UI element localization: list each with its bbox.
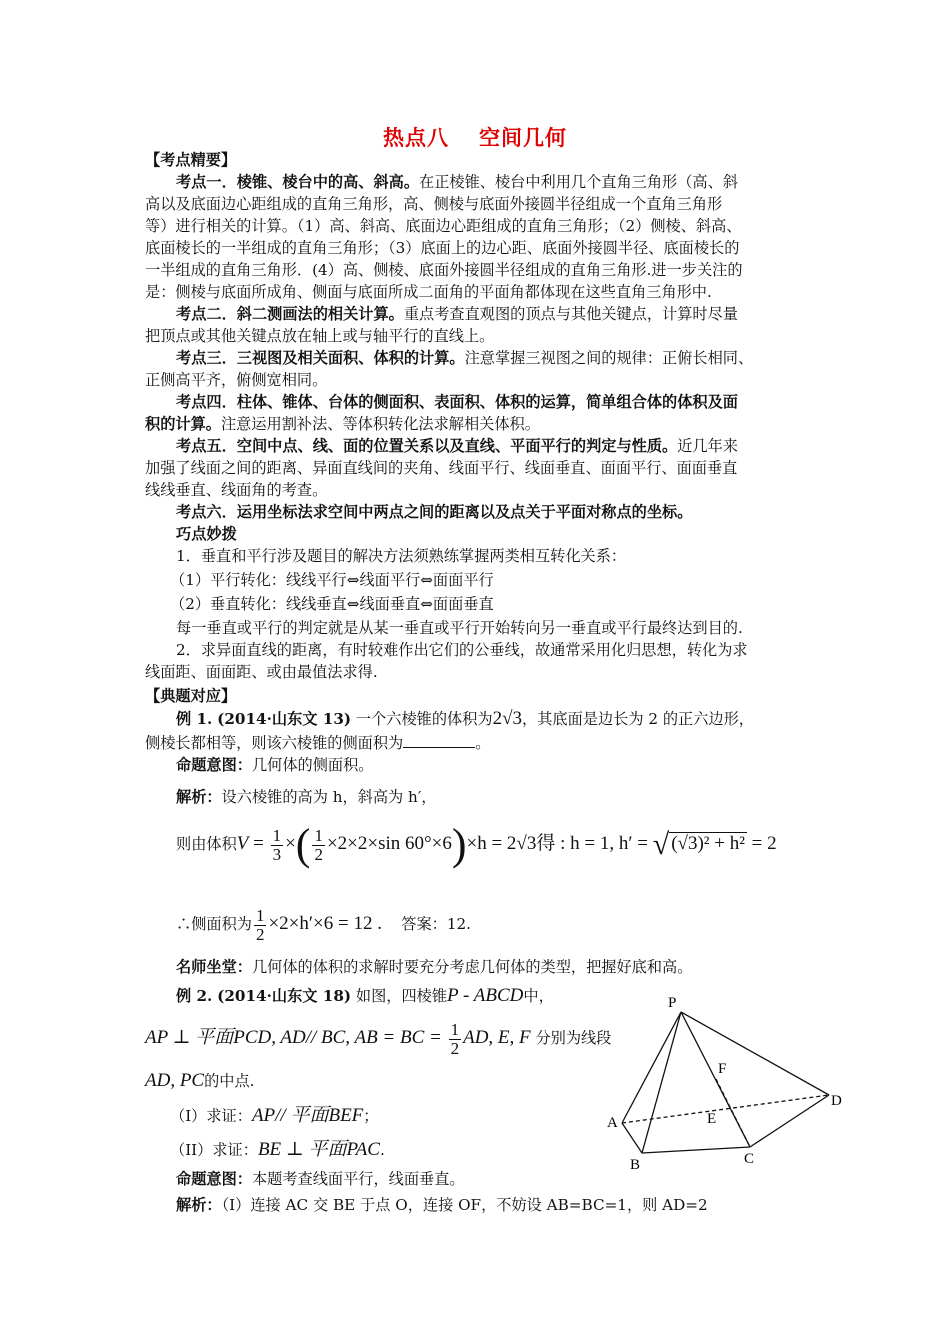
fraction-half-area: $\frac{1}{2}$: [255, 905, 265, 944]
example-1: 例 1. (2014·山东文 13) 一个六棱锥的体积为2√3，其底面是边长为 2 的正六边形，: [176, 708, 754, 729]
example-2-midpoints: AD, PC的中点.: [145, 1070, 255, 1091]
page-title: 热点八 空间几何: [383, 125, 567, 150]
fraction-one-half: $\frac{1}{2}$: [314, 825, 323, 864]
tip-2-line-2: 线面距、面面距、或由最值法求得.: [145, 663, 378, 681]
label-P: P: [668, 995, 677, 1011]
key-point-5-line-3: 线线垂直、线面角的考查。: [145, 481, 328, 499]
example-1-intent: 命题意图：几何体的侧面积。: [176, 756, 374, 774]
example-1-comment: 名师坐堂：几何体的体积的求解时要充分考虑几何体的类型，把握好底和高。: [176, 958, 693, 976]
fraction-one-half-cond: $\frac{1}{2}$: [450, 1019, 460, 1058]
key-point-5: 考点五．空间中点、线、面的位置关系以及直线、平面平行的判定与性质。近几年来: [176, 437, 738, 455]
key-point-5-line-2: 加强了线面之间的距离、异面直线间的夹角、线面平行、线面垂直、面面平行、面面垂直: [145, 459, 738, 477]
key-point-2-line-2: 把顶点或其他关键点放在轴上或与轴平行的直线上。: [145, 327, 495, 345]
tips-heading: 巧点妙拨: [176, 525, 237, 543]
section-heading-key-points: 【考点精要】: [145, 151, 237, 169]
example-1-solution: 解析：设六棱锥的高为 h，斜高为 h′，: [176, 788, 437, 806]
key-point-6: 考点六．运用坐标法求空间中两点之间的距离以及点关于平面对称点的坐标。: [176, 503, 693, 521]
edge-AB: [622, 1123, 642, 1153]
example-2-intent: 命题意图：本题考查线面平行，线面垂直。: [176, 1170, 465, 1188]
key-point-1-line-4: 底面棱长的一半组成的直角三角形；（3）底面上的边心距、底面外接圆半径、底面棱长的: [145, 239, 740, 257]
example-1-line-2: 侧棱长都相等，则该六棱锥的侧面积为 。: [145, 734, 491, 752]
answer-blank: [403, 733, 475, 748]
label-B: B: [630, 1157, 641, 1173]
example-2-part-2: （II）求证：BE ⊥ 平面PAC.: [170, 1139, 385, 1160]
pyramid-figure: [600, 990, 860, 1180]
fraction-one-third: $\frac{1}{3}$: [272, 825, 282, 864]
lateral-area: ∴侧面积为 $\frac{1}{2}$ ×2×h′×6 = 12 . 答案：12.: [176, 905, 471, 944]
tip-2: 2．求异面直线的距离，有时较难作出它们的公垂线，故通常采用化归思想，转化为求: [176, 641, 748, 659]
edge-BC: [642, 1147, 750, 1153]
edge-CD: [750, 1095, 829, 1147]
key-point-4-line-2: 积的计算。注意运用割补法、等体积转化法求解相关体积。: [145, 415, 540, 433]
edge-PA: [622, 1012, 681, 1123]
edge-PB: [642, 1012, 681, 1153]
label-F: F: [718, 1061, 727, 1077]
volume-equation: 则由体积V = $\frac{1}{3}$ ×( $\frac{1}{2}$ ×2×2×sin 60°×6)×h = 2√3得 : h = 1, h′ = √ (√3)² + h² = 2: [176, 820, 777, 869]
label-C: C: [744, 1151, 755, 1167]
edge-PD: [681, 1012, 829, 1095]
key-point-1-line-3: 等）进行相关的计算。（1）高、斜高、底面边心距组成的直角三角形；（2）侧棱、斜高、: [145, 217, 742, 235]
key-point-1-line-2: 高以及底面边心距组成的直角三角形，高、侧棱与底面外接圆半径组成一个直角三角形: [145, 195, 723, 213]
key-point-3: 考点三．三视图及相关面积、体积的计算。注意掌握三视图之间的规律：正俯长相同、: [176, 349, 754, 367]
key-point-1-line-5: 一半组成的直角三角形．(4）高、侧棱、底面外接圆半径组成的直角三角形.进一步关注的: [145, 261, 743, 279]
tip-note: 每一垂直或平行的判定就是从某一垂直或平行开始转向另一垂直或平行最终达到目的.: [176, 619, 743, 637]
section-heading-examples: 【典题对应】: [145, 687, 237, 705]
key-point-2: 考点二．斜二测画法的相关计算。重点考查直观图的顶点与其他关键点，计算时尽量: [176, 305, 738, 323]
example-2-solution: 解析：（Ⅰ）连接 AC 交 BE 于点 O，连接 OF，不妨设 AB=BC=1，则 AD=2: [176, 1196, 708, 1214]
key-point-3-line-2: 正侧高平齐，俯侧宽相同。: [145, 371, 328, 389]
example-2-conditions: AP ⊥ 平面PCD, AD// BC, AB = BC = $\frac{1}{2}$ AD, E, F 分别为线段: [145, 1019, 612, 1058]
label-D: D: [831, 1093, 842, 1109]
volume-value: 2√3: [492, 708, 523, 729]
example-2: 例 2. (2014·山东文 18) 如图，四棱锥P - ABCD中，: [176, 985, 554, 1006]
key-point-1: 考点一．棱锥、棱台中的高、斜高。在正棱锥、棱台中利用几个直角三角形（高、斜: [176, 173, 738, 191]
label-A: A: [607, 1115, 618, 1131]
tip-1: 1．垂直和平行涉及题目的解决方法须熟练掌握两类相互转化关系：: [176, 547, 627, 565]
label-E: E: [707, 1111, 717, 1127]
example-2-part-1: （Ⅰ）求证：AP// 平面BEF；: [170, 1105, 379, 1126]
tip-perpendicular: （2）垂直转化：线线垂直⇔线面垂直⇔面面垂直: [170, 595, 494, 613]
key-point-1-line-6: 是：侧棱与底面所成角、侧面与底面所成二面角的平面角都体现在这些直角三角形中.: [145, 283, 712, 301]
tip-parallel: （1）平行转化：线线平行⇔线面平行⇔面面平行: [170, 571, 494, 589]
key-point-4: 考点四．柱体、锥体、台体的侧面积、表面积、体积的运算，简单组合体的体积及面: [176, 393, 738, 411]
